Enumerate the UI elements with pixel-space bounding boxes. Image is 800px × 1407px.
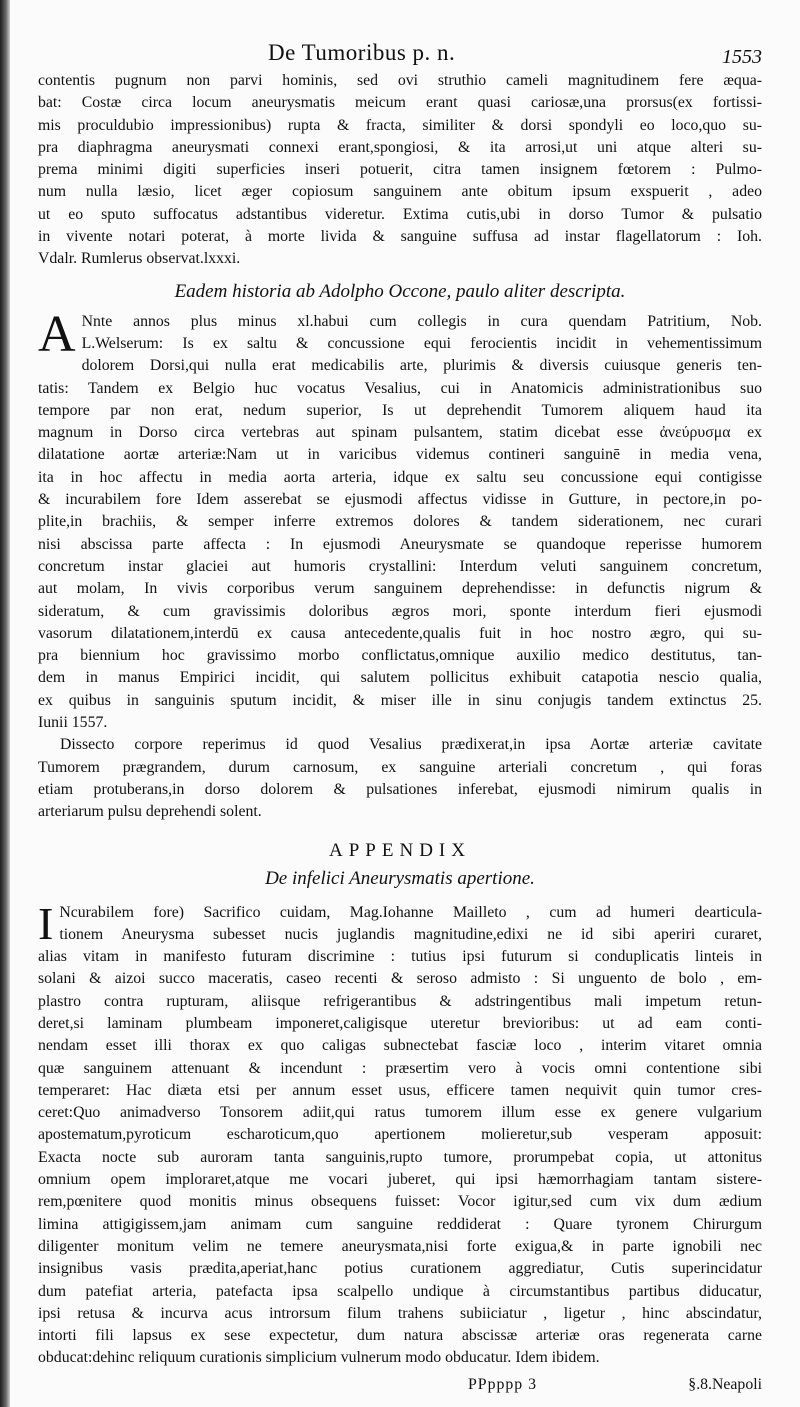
text-line: ut eo sputo suffocatus adstantibus videretur. Extima cutis,ubi in dorso Tumor & pulsatio [38,205,762,223]
text-line: insignibus vasis prædita,aperiat,hanc potius curationem aggrediatur, Cutis superincidatur [38,1260,762,1278]
text-line: aut molam, In vivis corporibus verum sanguinem deprehendisse: in defunctis nigrum & [38,580,762,598]
page-content [38,40,762,1398]
paragraph-case-continuation [38,70,762,271]
text-line: diligenter monitum velim ne temere aneurysmata,nisi forte exigua,& in parte ignobili nec [38,1237,762,1255]
text-line: bat: Costæ circa locum aneurysmatis meicum erant quasi cariosæ,una prorsus(ex fortissi- [38,94,762,112]
signature-mark: PPpppp 3 [468,1375,538,1393]
catchword: §.8.Neapoli [688,1375,762,1393]
paragraph-dissection [38,734,762,823]
text-line: sideratum, & cum gravissimis doloribus ægros mori, sponte interdum fieri ejusmodi [38,602,762,620]
text-line: Tumorem prægrandem, durum carnosum, ex sanguine arteriali concretum , qui foras [38,758,762,776]
text-line: magnum in Dorso circa vertebras aut spinam pulsantem, statim dicebat esse ἀνεύρυσμα ex [38,424,762,442]
page-header [38,40,762,70]
text-line: etiam protuberans,in dorso dolorem & pulsationes inferebat, ejusmodi nimirum qualis in [38,780,762,798]
text-line: contentis pugnum non parvi hominis, sed ovi struthio cameli magnitudinem fere æqua- [38,72,762,89]
text-line: Nnte annos plus minus xl.habui cum collegis in cura quendam Patritium, Nob. [81,312,762,330]
text-line: nisi abscissa parte affecta : In ejusmodi Aneurysmate se quandoque reperisse humorem [38,535,762,553]
text-line: pra diaphragma aneurysmati connexi erant,spongiosi, & ita arrosi,ut uni atque alteri su- [38,138,762,156]
page-gutter-shadow [0,0,10,1407]
text-line: tatis: Tandem ex Belgio huc vocatus Vesalius, cui in Anatomicis administrationibus suo [38,379,762,397]
text-line: pra biennium hoc gravissimo morbo conflictatus,omnique auxilio medico destitutus, tan- [38,647,762,665]
text-line: L.Welserum: Is ex saltu & concussione equi ferocientis incidit in vehementissimum [81,334,762,352]
text-line: alias vitam in manifesto futuram discrimine : tutius ipsi futurum si conduplicatis linteis in [38,948,762,966]
text-line: Vdalr. Rumlerus observat.lxxxi. [38,250,241,268]
section-heading-occone: Eadem historia ab Adolpho Occone, paulo aliter descripta. [174,280,626,302]
text-line: Dissecto corpore reperimus id quod Vesalius prædixerat,in ipsa Aortæ arteriæ cavitate [60,736,762,754]
text-line: concretum instar glaciei aut humoris crystallini: Interdum veluti sanguinem concretum, [38,557,762,575]
text-line: vasorum dilatationem,interdū ex causa antecedente,qualis fuit in hoc nostro ægro, qui su- [38,624,762,642]
text-line: tionem Aneurysma subesset nucis juglandis magnitudine,edixi ne id sibi aperiri curaret, [59,925,762,943]
drop-cap-a: A [38,305,76,363]
text-line: dum patefiat arteria, patefacta ipsa scalpello undique à circumstantibus partibus diducatur, [38,1282,762,1300]
text-line: plastro contra rupturam, aliisque refrigerantibus & adstringentibus mali impetum retun- [38,992,762,1010]
text-line: quæ sanguinem attenuant & incendunt : præsertim vero à vocis omni contentione sibi [38,1059,762,1077]
text-line: solani & aizoi succo maceratis, caseo recenti & seroso admisto : Si unguento de bolo , em- [38,970,762,988]
text-line: omnium opem imploraret,atque me vocari juberet, qui ipsi hæmorrhagiam tantam sistere- [38,1171,762,1189]
text-line: plite,in brachiis, & semper inferre extremos dolores & tandem siderationem, nec curari [38,513,762,531]
text-line: tempore par non erat, nedum superior, Is ut deprehendit Tumorem aliquem haud ita [38,401,762,419]
text-line: apostematum,pyroticum escharoticum,quo apertionem molieretur,sub vesperam apposuit: [38,1126,762,1144]
text-line: ipsi retusa & incurva acus introrsum filum trahens subiiciatur , ligetur , hinc abscindatur, [38,1304,762,1322]
text-line: ita in hoc affectu in media aorta arteria, idque ex saltu seu concussione equi contigisse [38,468,762,486]
text-line: deret,si laminam plumbeam imponeret,caligisque uteretur brevioribus: ut ad eam conti- [38,1014,762,1032]
running-head: De Tumoribus p. n. [268,40,456,65]
text-line: limina attigigissem,jam animam cum sanguine reddiderat : Quare tyronem Chirurgum [38,1215,762,1233]
text-line: Ncurabilem fore) Sacrifico cuidam, Mag.Iohanne Mailleto , cum ad humeri dearticula- [59,903,762,921]
paragraph-occone-history [38,305,762,735]
appendix-subtitle: De infelici Aneurysmatis apertione. [265,867,535,889]
text-line: temperaret: Hac diæta etsi per annum esset usus, efficere tamen nequivit quin tumor cres- [38,1081,762,1099]
text-line: ceret:Quo animadverso Tonsorem adiit,qui ratus tumorem illum esse ex genere vulgarium [38,1104,762,1122]
page-footer [38,1374,762,1398]
text-line: arteriarum pulsu deprehendi solent. [38,803,262,821]
paragraph-appendix [38,897,762,1370]
text-line: in vivente notari poterat, à morte livida & sanguine suffusa ad instar flagellatorum : Ioh. [38,228,762,246]
text-line: rem,pœnitere quod monitis minus obsequens fuisset: Vocor igitur,sed cum vix dum ædium [38,1193,762,1211]
text-line: Exacta nocte sub auroram tanta sanguinis,rupto tumore, prorumpebat copia, ut attonitus [38,1148,762,1166]
text-line: dem in manus Empirici incidit, qui salutem pollicitus exhibuit catapotia nescio qualia, [38,669,762,687]
text-line: obducat:dehinc reliquum curationis simplicium vulnerum modo obducatur. Idem ibidem. [38,1349,600,1367]
text-line: & incurabilem fore Idem asserebat se ejusmodi affectus vidisse in Gutture, in pectore,in po- [38,491,762,509]
text-line: dolorem Dorsi,qui nulla erat medicabilis arte, plurimis & diversis cuiusque generis ten- [81,357,762,375]
text-line: intorti fili lapsus ex sese expectetur, dum natura abscissæ arteriæ oras regenerata carne [38,1327,762,1345]
text-line: num nulla læsio, licet æger copiosum sanguinem ante obitum ipsum exspuerit , adeo [38,183,762,201]
page-number: 1553 [722,46,762,68]
text-line: prema minimi digiti superficies inseri potuerit, citra tamen insignem fœtorem : Pulmo- [38,161,762,179]
text-line: mis proculdubio impressionibus) rupta & fracta, similiter & dorsi spondyli eo loco,quo su- [38,116,762,134]
text-line: ex quibus in sanguinis sputum incidit, & miser ille in sinu conjugis tandem extinctus 25. [38,691,762,709]
text-line: nendam esset illi thorax ex quo caligas subnectebat fasciæ loco , interim vitaret omnia [38,1037,762,1055]
appendix-title: APPENDIX [329,839,471,861]
drop-cap-i: I [38,897,54,949]
text-line: dilatatione aortæ arteriæ:Nam ut in varicibus videmus contineri sanguinē in media vena, [38,446,762,464]
text-line: Iunii 1557. [38,714,108,732]
